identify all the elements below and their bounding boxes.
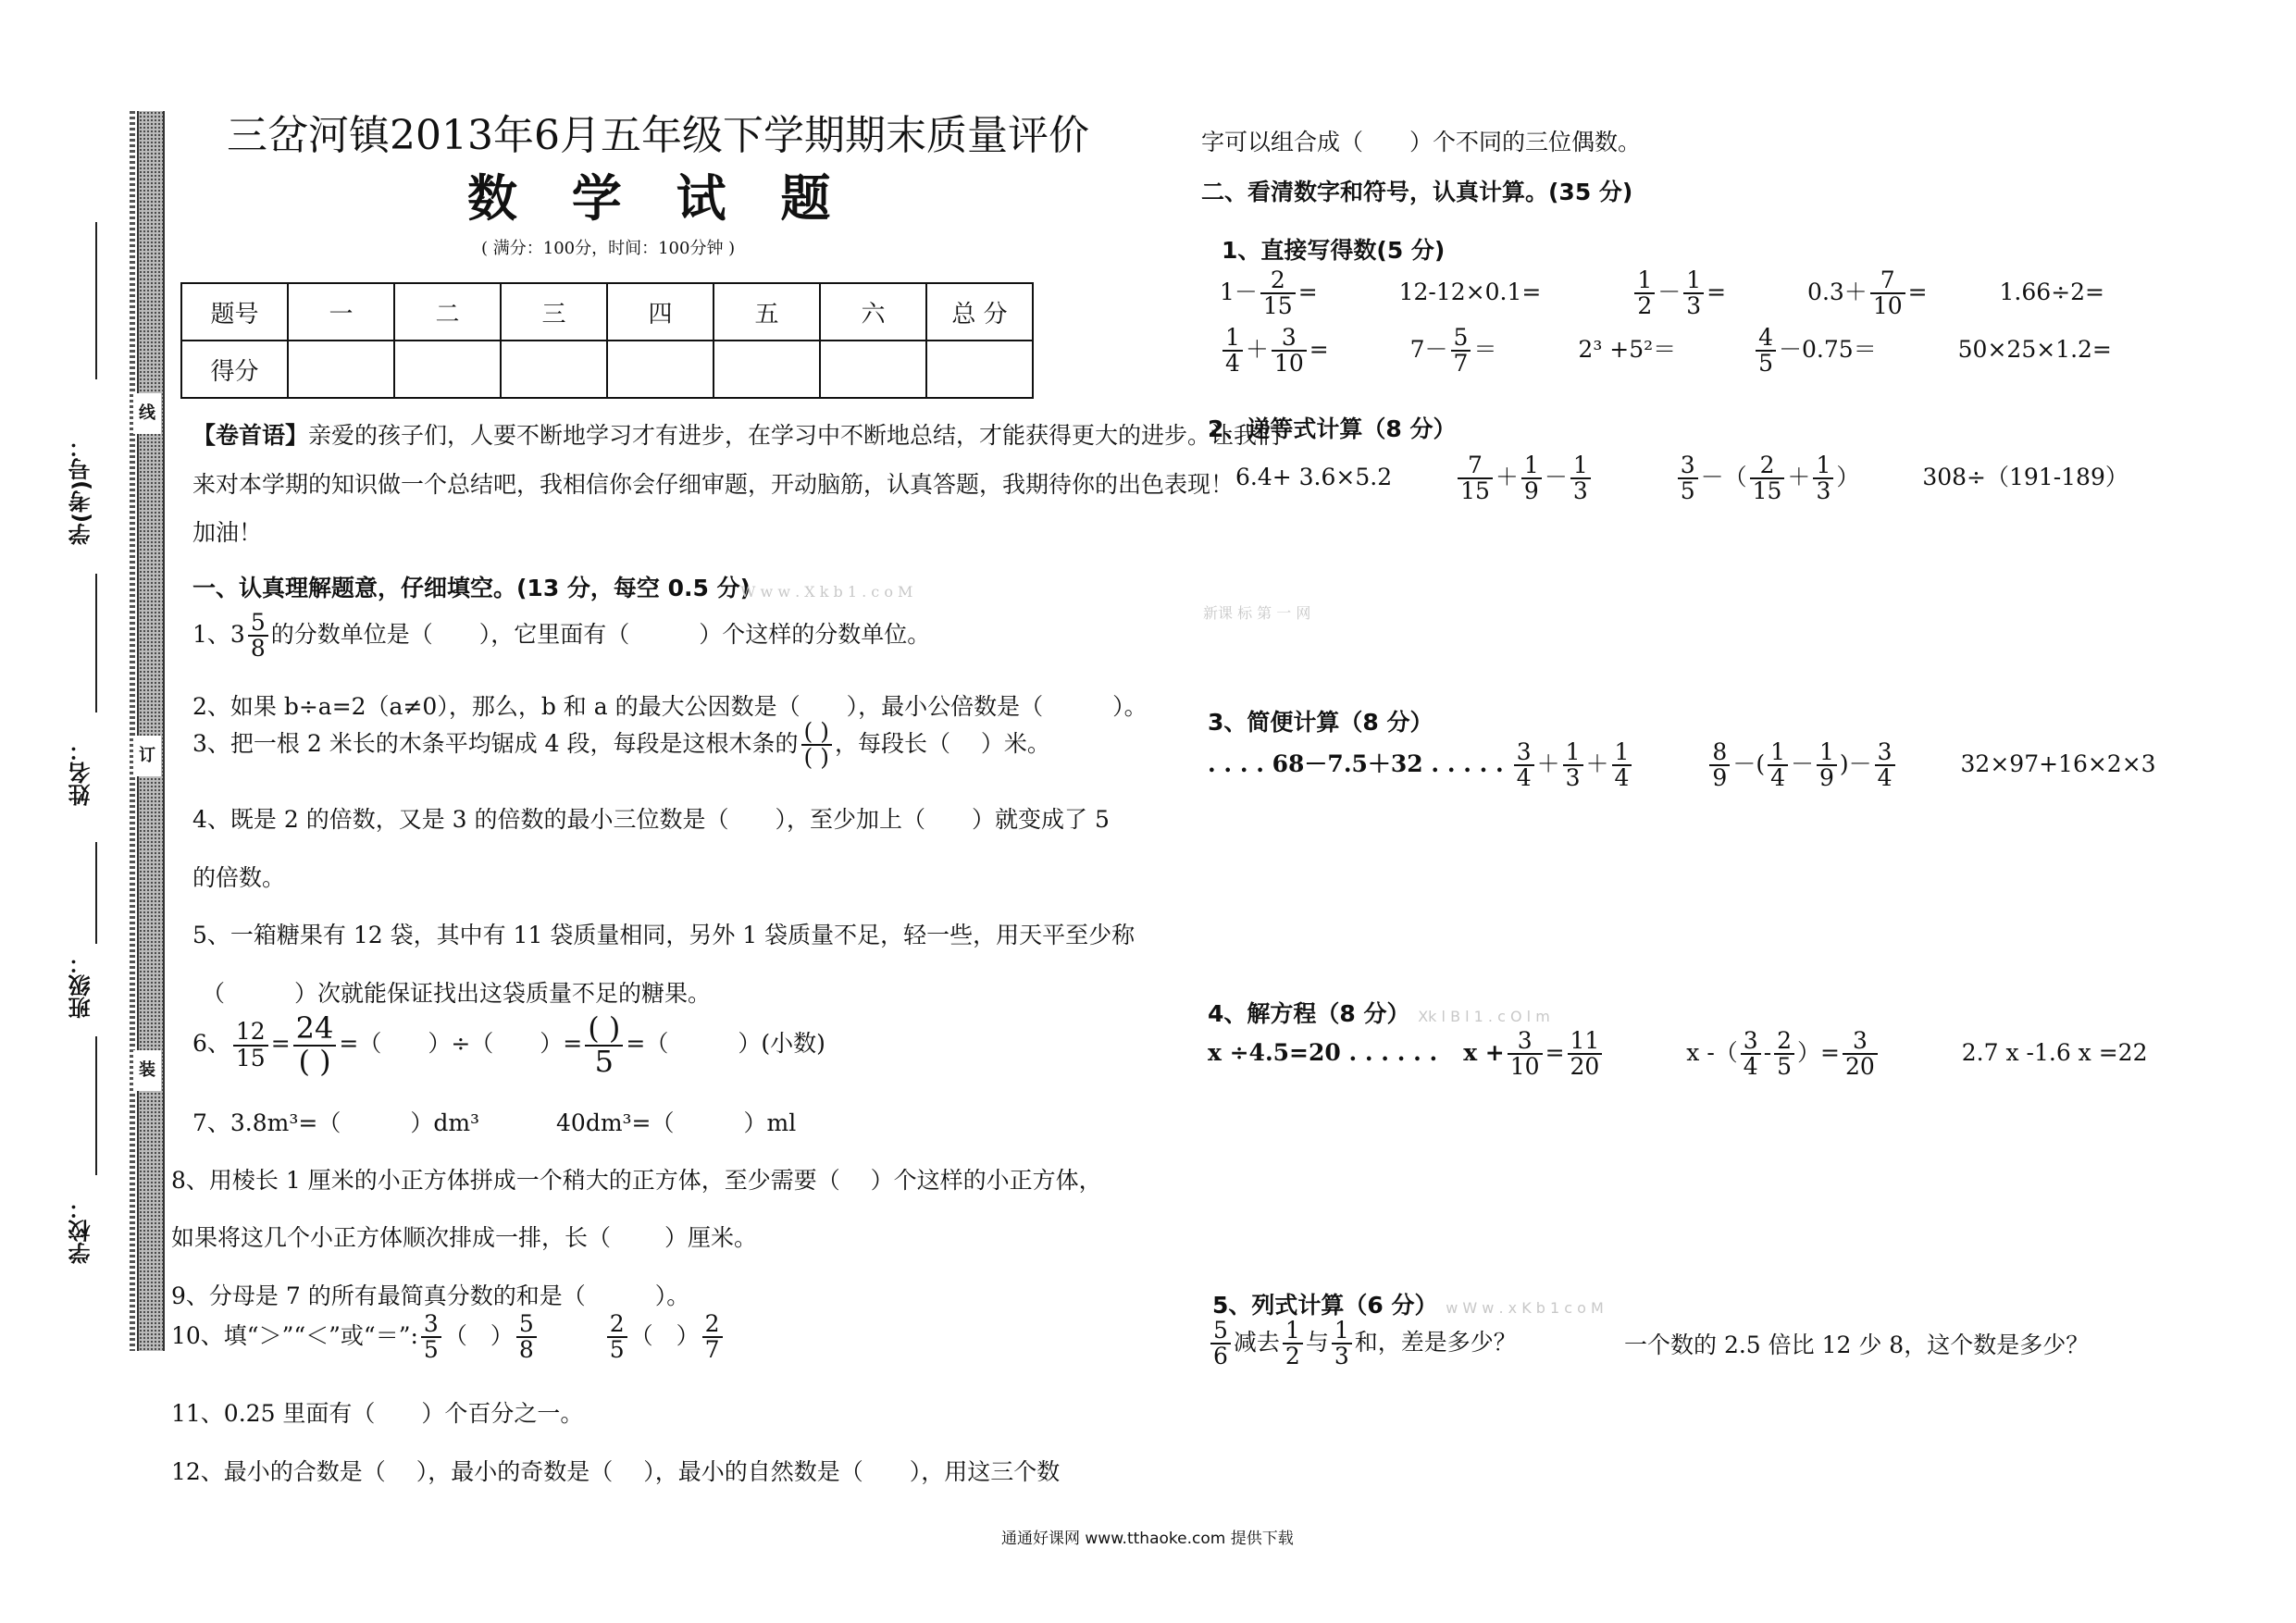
score-header-cell: 五 [714,283,820,341]
fraction: $\frac{( )}{5}$ [585,1013,623,1077]
fraction: $\frac{1}{3}$ [1563,740,1583,791]
preface-line-3: 加油！ [192,519,263,546]
fraction: $\frac{3}{4}$ [1741,1029,1761,1080]
score-cell[interactable] [288,341,394,398]
school-field-line [95,1036,97,1175]
name-label: 姓名： [68,739,94,806]
fraction: $\frac{3}{20}$ [1843,1029,1878,1080]
score-header-cell: 二 [394,283,501,341]
question-1: 1、3 $\frac{5}{8}$ 的分数单位是（ ），它里面有（ ）个这样的分数单位。 [192,609,931,663]
fraction: $\frac{1}{3}$ [1570,453,1591,504]
fraction: $\frac{8}{9}$ [1709,740,1730,791]
score-header-cell: 六 [820,283,926,341]
fraction: $\frac{3}{4}$ [1875,740,1895,791]
school-label: 学校： [68,1197,94,1264]
fraction: $\frac{24}{( )}$ [293,1013,337,1077]
fraction: $\frac{1}{4}$ [1768,740,1788,791]
score-cell[interactable] [501,341,607,398]
fraction: $\frac{3}{10}$ [1272,326,1307,377]
question-12-line-1: 12、最小的合数是（ ），最小的奇数是（ ），最小的自然数是（ ），用这三个数 [171,1458,1061,1485]
score-header-cell: 总 分 [926,283,1033,341]
binding-tag-bind: 订 [133,736,161,776]
fraction: $\frac{3}{5}$ [1678,453,1698,504]
fraction: $\frac{3}{5}$ [421,1312,441,1363]
section-2-5-heading: 5、列式计算（6 分） w W w . x K b 1 c o M [1212,1292,1604,1319]
fraction: $\frac{1}{9}$ [1521,453,1542,504]
class-label: 班级： [68,952,94,1019]
question-7: 7、3.8m³=（ ）dm³ 40dm³=（ ）ml [192,1109,797,1136]
question-8-line-2: 如果将这几个小正方体顺次排成一排，长（ ）厘米。 [171,1224,757,1251]
score-cell[interactable] [714,341,820,398]
question-3: 3、把一根 2 米长的木条平均锯成 4 段，每段是这根木条的 $\frac{( )}{( )}$ ，每段长（ ）米。 [192,718,1050,772]
fraction: $\frac{1}{3}$ [1813,453,1833,504]
score-cell[interactable] [394,341,501,398]
question-4-line-1: 4、既是 2 的倍数，又是 3 的倍数的最小三位数是（ ），至少加上（ ）就变成了 5 [192,806,1110,833]
fraction: $\frac{1}{3}$ [1332,1319,1352,1369]
score-row-label: 得分 [181,341,288,398]
score-cell[interactable] [926,341,1033,398]
fraction: $\frac{7}{10}$ [1870,268,1905,319]
question-10: 10、填“＞”“＜”或“＝”: $\frac{3}{5}$ （ ） $\frac{5}{8}$ $\frac{2}{5}$ （ ） $\frac{2}{7}$ [171,1312,726,1363]
score-table [180,282,1034,399]
step-calc-row: 6.4+ 3.6×5.2 $\frac{7}{15}$ ＋ $\frac{1}{9}$ － $\frac{1}{3}$ $\frac{3}{5}$ －（ $\frac{2}{15}$ ＋ $\frac{1}{3}$ ） 308÷（191-189） [1235,452,2128,505]
question-5-line-2: （ ）次就能保证找出这袋质量不足的糖果。 [202,980,712,1007]
part2-heading: 二、看清数字和符号，认真计算。(35 分) [1201,179,1633,205]
question-4-line-2: 的倍数。 [192,864,286,891]
fraction: $\frac{1}{4}$ [1612,740,1632,791]
question-2: 2、如果 b÷a=2（a≠0），那么，b 和 a 的最大公因数是（ ），最小公倍数是（ ）。 [192,693,1148,720]
fraction: $\frac{11}{20}$ [1568,1029,1603,1080]
direct-calc-row-1: 1－ $\frac{2}{15}$ = 12-12×0.1= $\frac{1}{2}$ － $\frac{1}{3}$ = 0.3＋ $\frac{7}{10}$ = 1.66÷2= [1220,266,2104,320]
score-header-cell: 三 [501,283,607,341]
fraction: $\frac{4}{5}$ [1756,326,1776,377]
name-field-line [95,574,97,712]
question-9: 9、分母是 7 的所有最简真分数的和是（ ）。 [171,1282,690,1309]
binding-tag-line: 线 [133,393,161,434]
section-2-1-heading: 1、直接写得数(5 分) [1222,237,1446,264]
fraction: $\frac{5}{8}$ [248,611,268,662]
id-field-line [95,222,97,379]
watermark-2: 新课 标 第 一 网 [1203,604,1311,622]
exam-info: ( 满分：100分，时间：100分钟 ) [481,239,736,258]
id-label: 学(考)号： [68,436,94,545]
fraction: $\frac{1}{2}$ [1634,268,1655,319]
fraction: $\frac{12}{15}$ [233,1020,268,1071]
section-2-3-heading: 3、简便计算（8 分） [1208,709,1433,736]
fraction: $\frac{5}{8}$ [516,1312,537,1363]
word-problem-2: 一个数的 2.5 倍比 12 少 8，这个数是多少？ [1624,1332,2090,1358]
fraction: $\frac{5}{6}$ [1210,1319,1231,1369]
section-2-4-heading: 4、解方程（8 分） Xk l B l 1 . c O l m [1208,1000,1550,1027]
fraction: $\frac{1}{3}$ [1683,268,1704,319]
question-11: 11、0.25 里面有（ ）个百分之一。 [171,1400,584,1427]
direct-calc-row-2: $\frac{1}{4}$ ＋ $\frac{3}{10}$ = 7－ $\frac{5}{7}$ ＝ 2³ +5²＝ $\frac{4}{5}$ －0.75＝ 50×25×1.2= [1220,326,2112,377]
question-5-line-1: 5、一箱糖果有 12 袋，其中有 11 袋质量相同，另外 1 袋质量不足，轻一些，用天平至少称 [192,922,1136,948]
score-cell[interactable] [820,341,926,398]
score-header-cell: 题号 [181,283,288,341]
equation-row: x ÷4.5=20 . . . . . . x + $\frac{3}{10}$ = $\frac{11}{20}$ x -（ $\frac{3}{4}$ - $\frac{2}{5}$ ）= $\frac{3}{20}$ 2.7 x -1.6 x =22 [1208,1027,2148,1081]
fraction: $\frac{1}{4}$ [1222,326,1243,377]
preface-line-1: 【卷首语】亲爱的孩子们，人要不断地学习才有进步，在学习中不断地总结，才能获得更大的进步。让我们 [192,422,1281,449]
fraction: $\frac{2}{15}$ [1750,453,1785,504]
binding-strip [137,111,165,1351]
question-8-line-1: 8、用棱长 1 厘米的小正方体拼成一个稍大的正方体，至少需要（ ）个这样的小正方体， [171,1167,1102,1194]
fraction: $\frac{2}{5}$ [1774,1029,1794,1080]
watermark-1: W w w . X k b 1 . c o M [740,583,913,601]
section-2-2-heading: 2、递等式计算（8 分） [1208,415,1457,442]
footer-credit: 通通好课网 www.tthaoke.com 提供下载 [1001,1530,1294,1548]
fraction: $\frac{5}{7}$ [1451,326,1471,377]
fraction: $\frac{2}{15}$ [1260,268,1296,319]
binding-dashed-line [130,111,135,1351]
class-field-line [95,842,97,944]
part1-heading: 一、认真理解题意，仔细填空。(13 分，每空 0.5 分) [192,575,751,601]
simple-calc-row: . . . . 68－7.5＋32 . . . . . $\frac{3}{4}$ ＋ $\frac{1}{3}$ ＋ $\frac{1}{4}$ $\frac{8}{9}$ －( $\frac{1}{4}$ － $\frac{1}{9}$ )－ $\frac{3}{4}$ 32×97+16×2×3 [1208,738,2156,792]
fraction: $\frac{1}{9}$ [1817,740,1837,791]
word-problem-1: $\frac{5}{6}$ 减去 $\frac{1}{2}$ 与 $\frac{1}{3}$ 和，差是多少？ [1208,1319,1517,1369]
score-header-cell: 一 [288,283,394,341]
fraction: $\frac{2}{5}$ [607,1312,627,1363]
fraction: $\frac{3}{10}$ [1508,1029,1543,1080]
score-header-cell: 四 [607,283,714,341]
preface-tag: 【卷首语】 [192,422,309,449]
fraction: $\frac{2}{7}$ [702,1312,723,1363]
exam-title: 三岔河镇2013年6月五年级下学期期末质量评价 [227,112,1089,159]
score-cell[interactable] [607,341,714,398]
preface-line-2: 来对本学期的知识做一个总结吧，我相信你会仔细审题，开动脑筋，认真答题，我期待你的出色表现！ [192,471,1235,498]
binding-tag-seal: 装 [133,1050,161,1091]
fraction: $\frac{1}{2}$ [1283,1319,1303,1369]
fraction: $\frac{3}{4}$ [1514,740,1534,791]
question-12-line-2: 字可以组合成（ ）个不同的三位偶数。 [1201,129,1642,155]
exam-subject: 数 学 试 题 [467,168,850,228]
fraction: $\frac{7}{15}$ [1458,453,1493,504]
fraction: $\frac{( )}{( )}$ [801,720,832,771]
question-6: 6、 $\frac{12}{15}$ = $\frac{24}{( )}$ =（ ）÷（ ）= $\frac{( )}{5}$ =（ ）(小数) [192,1010,825,1079]
